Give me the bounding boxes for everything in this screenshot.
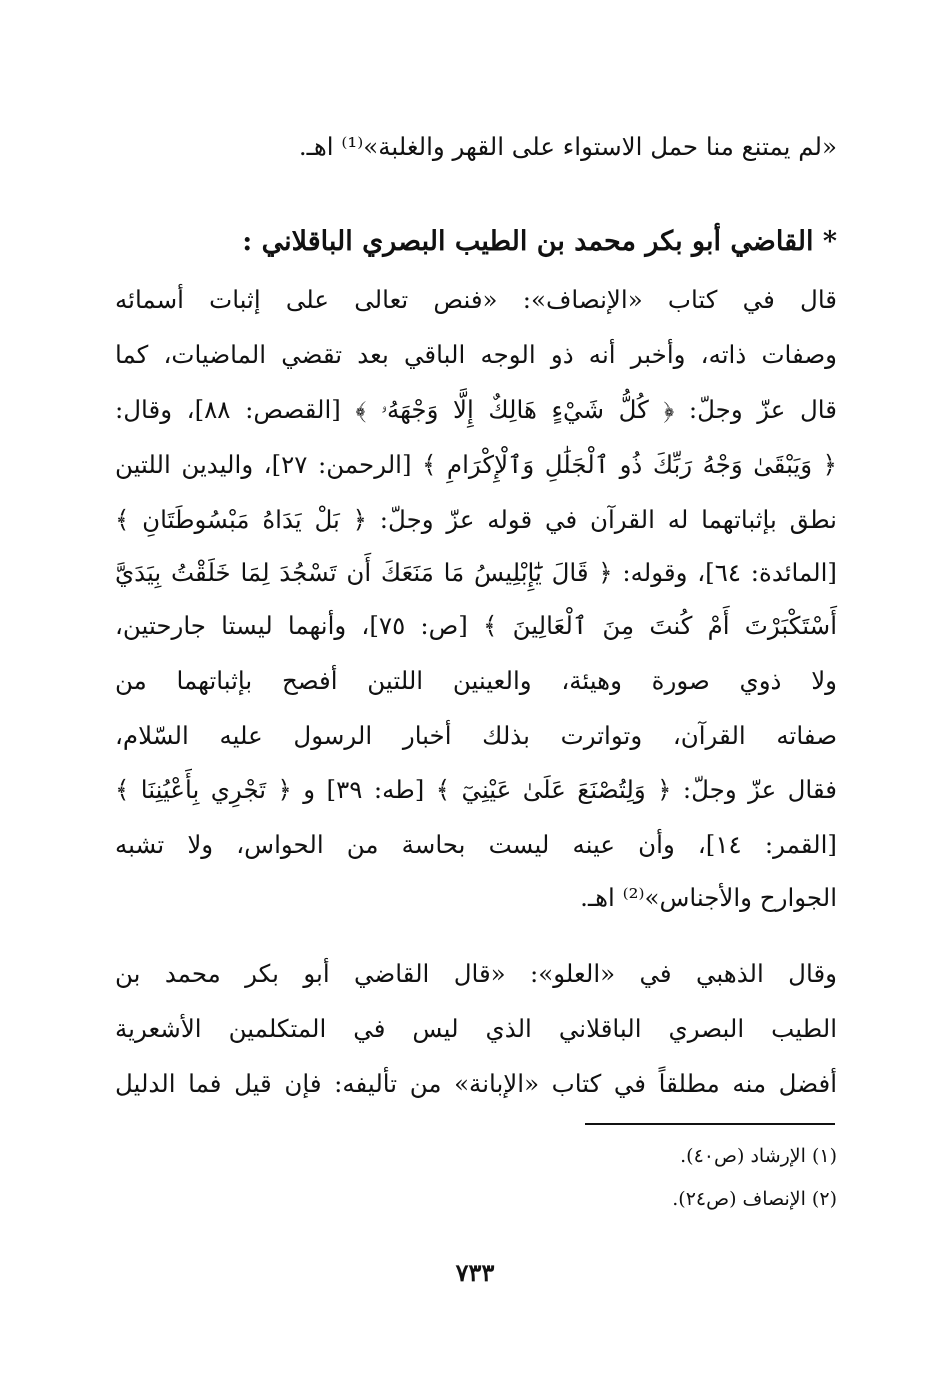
paragraph-1-line: صفاته القرآن، وتواترت بذلك أخبار الرسول عليه السّلام، bbox=[115, 721, 837, 750]
footnote-separator bbox=[585, 1123, 835, 1125]
paragraph-2-line: أفضل منه مطلقاً في كتاب «الإبانة» من تأليفه: فإن قيل فما الدليل bbox=[115, 1069, 837, 1098]
paragraph-2-line: وقال الذهبي في «العلو»: «قال القاضي أبو بكر محمد بن bbox=[115, 959, 837, 988]
footnote-2: (٢) الإنصاف (ص٢٤). bbox=[672, 1188, 837, 1210]
paragraph-2-line: الطيب البصري الباقلاني الذي ليس في المتكلمين الأشعرية bbox=[115, 1014, 837, 1043]
paragraph-1-line: [المائدة: ٦٤]، وقوله: ﴿ قَالَ يَٰٓإِبْلِيسُ مَا مَنَعَكَ أَن تَسْجُدَ لِمَا خَلَقْتُ بِيَدَيَّ bbox=[115, 558, 837, 587]
paragraph-1-line: قال عزّ وجلّ: ﴿ كُلُّ شَيْءٍ هَالِكٌ إِلَّا وَجْهَهُۥ ﴾ [القصص: ٨٨]، وقال: bbox=[115, 395, 837, 424]
paragraph-1-line: الجوارح والأجناس»⁽²⁾ اهـ. bbox=[580, 883, 837, 912]
paragraph-1-line: وصفات ذاته، وأخبر أنه ذو الوجه الباقي بعد تقضي الماضيات، كما bbox=[115, 340, 837, 369]
paragraph-1-line: [القمر: ١٤]، وأن عينه ليست بحاسة من الحواس، ولا تشبه bbox=[115, 830, 837, 859]
paragraph-1-line: قال في كتاب «الإنصاف»: «فنص تعالى على إثبات أسمائه bbox=[115, 285, 837, 314]
paragraph-1-line: أَسْتَكْبَرْتَ أَمْ كُنتَ مِنَ ٱلْعَالِينَ ﴾ [ص: ٧٥]، وأنهما ليستا جارحتين، bbox=[115, 611, 838, 640]
footnote-1: (١) الإرشاد (ص٤٠). bbox=[680, 1145, 837, 1167]
paragraph-1-line: فقال عزّ وجلّ: ﴿ وَلِتُصْنَعَ عَلَىٰ عَيْنِيٓ ﴾ [طه: ٣٩] و ﴿ تَجْرِي بِأَعْيُنِنَا ﴾ bbox=[115, 775, 838, 804]
paragraph-1-line: ولا ذوي صورة وهيئة، والعينين اللتين أفصح بإثباتهما من bbox=[115, 666, 837, 695]
intro-line: «لم يمتنع منا حمل الاستواء على القهر والغلبة»⁽¹⁾ اهـ. bbox=[298, 132, 837, 161]
paragraph-1-line: نطق بإثباتهما له القرآن في قوله عزّ وجلّ: ﴿ بَلْ يَدَاهُ مَبْسُوطَتَانِ ﴾ bbox=[115, 505, 837, 534]
paragraph-1-line: ﴿ وَيَبْقَىٰ وَجْهُ رَبِّكَ ذُو ٱلْجَلَٰلِ وَٱلْإِكْرَامِ ﴾ [الرحمن: ٢٧]، واليدين اللتين bbox=[115, 450, 837, 479]
page-number: ٧٣٣ bbox=[455, 1258, 495, 1287]
section-heading: * القاضي أبو بكر محمد بن الطيب البصري الباقلاني : bbox=[242, 226, 837, 257]
